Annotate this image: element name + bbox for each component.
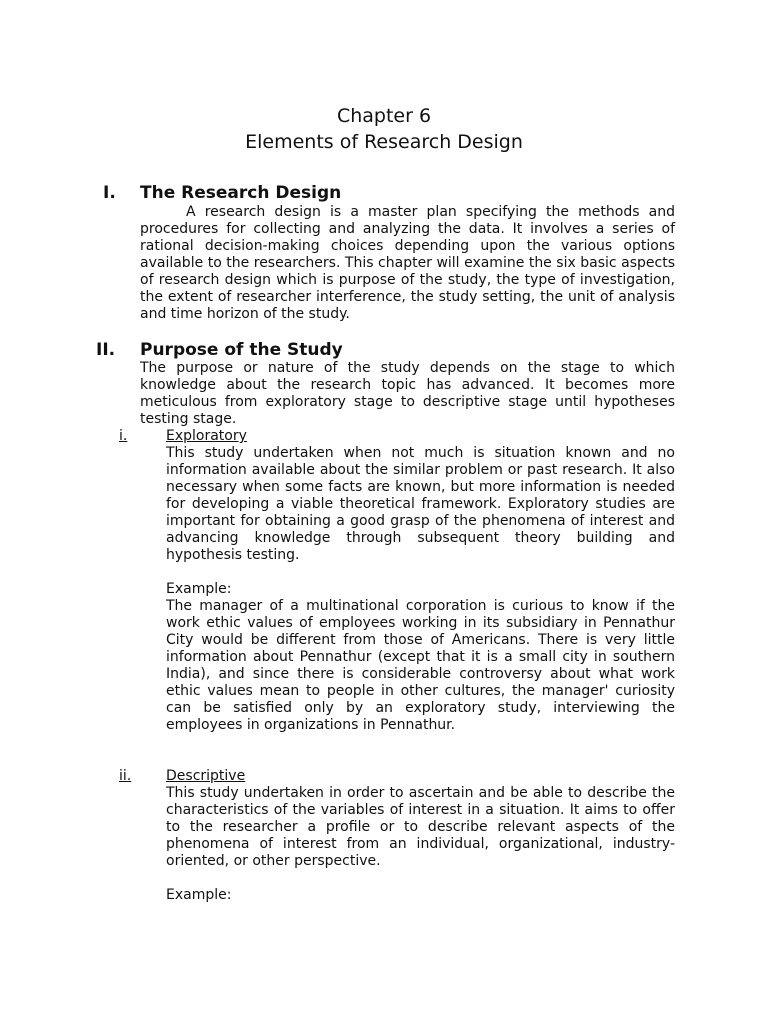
chapter-number: Chapter 6 <box>336 105 432 127</box>
subsection-title: Exploratory <box>166 428 247 444</box>
section-heading: Purpose of the Study <box>140 340 343 360</box>
section-numeral: I. <box>103 183 116 203</box>
chapter-heading <box>0 103 768 155</box>
subsection-paragraph: This study undertaken when not much is situation known and no information available about the similar problem or past research. It also necessary when some facts are known, but more information is needed for developing a viable theoretical framework. Exploratory studies are important for obtaining a good grasp of the phenomena of interest and advancing knowledge through subsequent theory building and hypothesis testing. <box>166 445 675 563</box>
chapter-title: Elements of Research Design <box>245 131 523 153</box>
example-label: Example: <box>166 887 232 903</box>
subsection-title: Descriptive <box>166 768 246 784</box>
subsection-numeral: i. <box>119 428 128 444</box>
example-paragraph: The manager of a multinational corporation is curious to know if the work ethic values of employees working in its subsidiary in Pennathur City would be different from those of Americans. There is very little information about Pennathur (except that it is a small city in southern India), and since there is considerable controversy about what work ethic values mean to people in other cultures, the manager' curiosity can be satisfied only by an exploratory study, interviewing the employees in organizations in Pennathur. <box>166 598 675 733</box>
section-paragraph: The purpose or nature of the study depends on the stage to which knowledge about the research topic has advanced. It becomes more meticulous from exploratory stage to descriptive stage until hypotheses testing stage. <box>140 360 675 427</box>
subsection-paragraph: This study undertaken in order to ascertain and be able to describe the characteristics of the variables of interest in a situation. It aims to offer to the researcher a profile or to describe relevant aspects of the phenomena of interest from an individual, organizational, industry-oriented, or other perspective. <box>166 785 675 869</box>
subsection-numeral: ii. <box>119 768 132 784</box>
section-numeral: II. <box>96 340 116 360</box>
section-paragraph: A research design is a master plan specifying the methods and procedures for collecting and analyzing the data. It involves a series of rational decision-making choices depending upon the various options available to the researchers. This chapter will examine the six basic aspects of research design which is purpose of the study, the type of investigation, the extent of researcher interference, the study setting, the unit of analysis and time horizon of the study. <box>140 204 675 322</box>
section-heading: The Research Design <box>140 183 342 203</box>
example-label: Example: <box>166 581 232 597</box>
